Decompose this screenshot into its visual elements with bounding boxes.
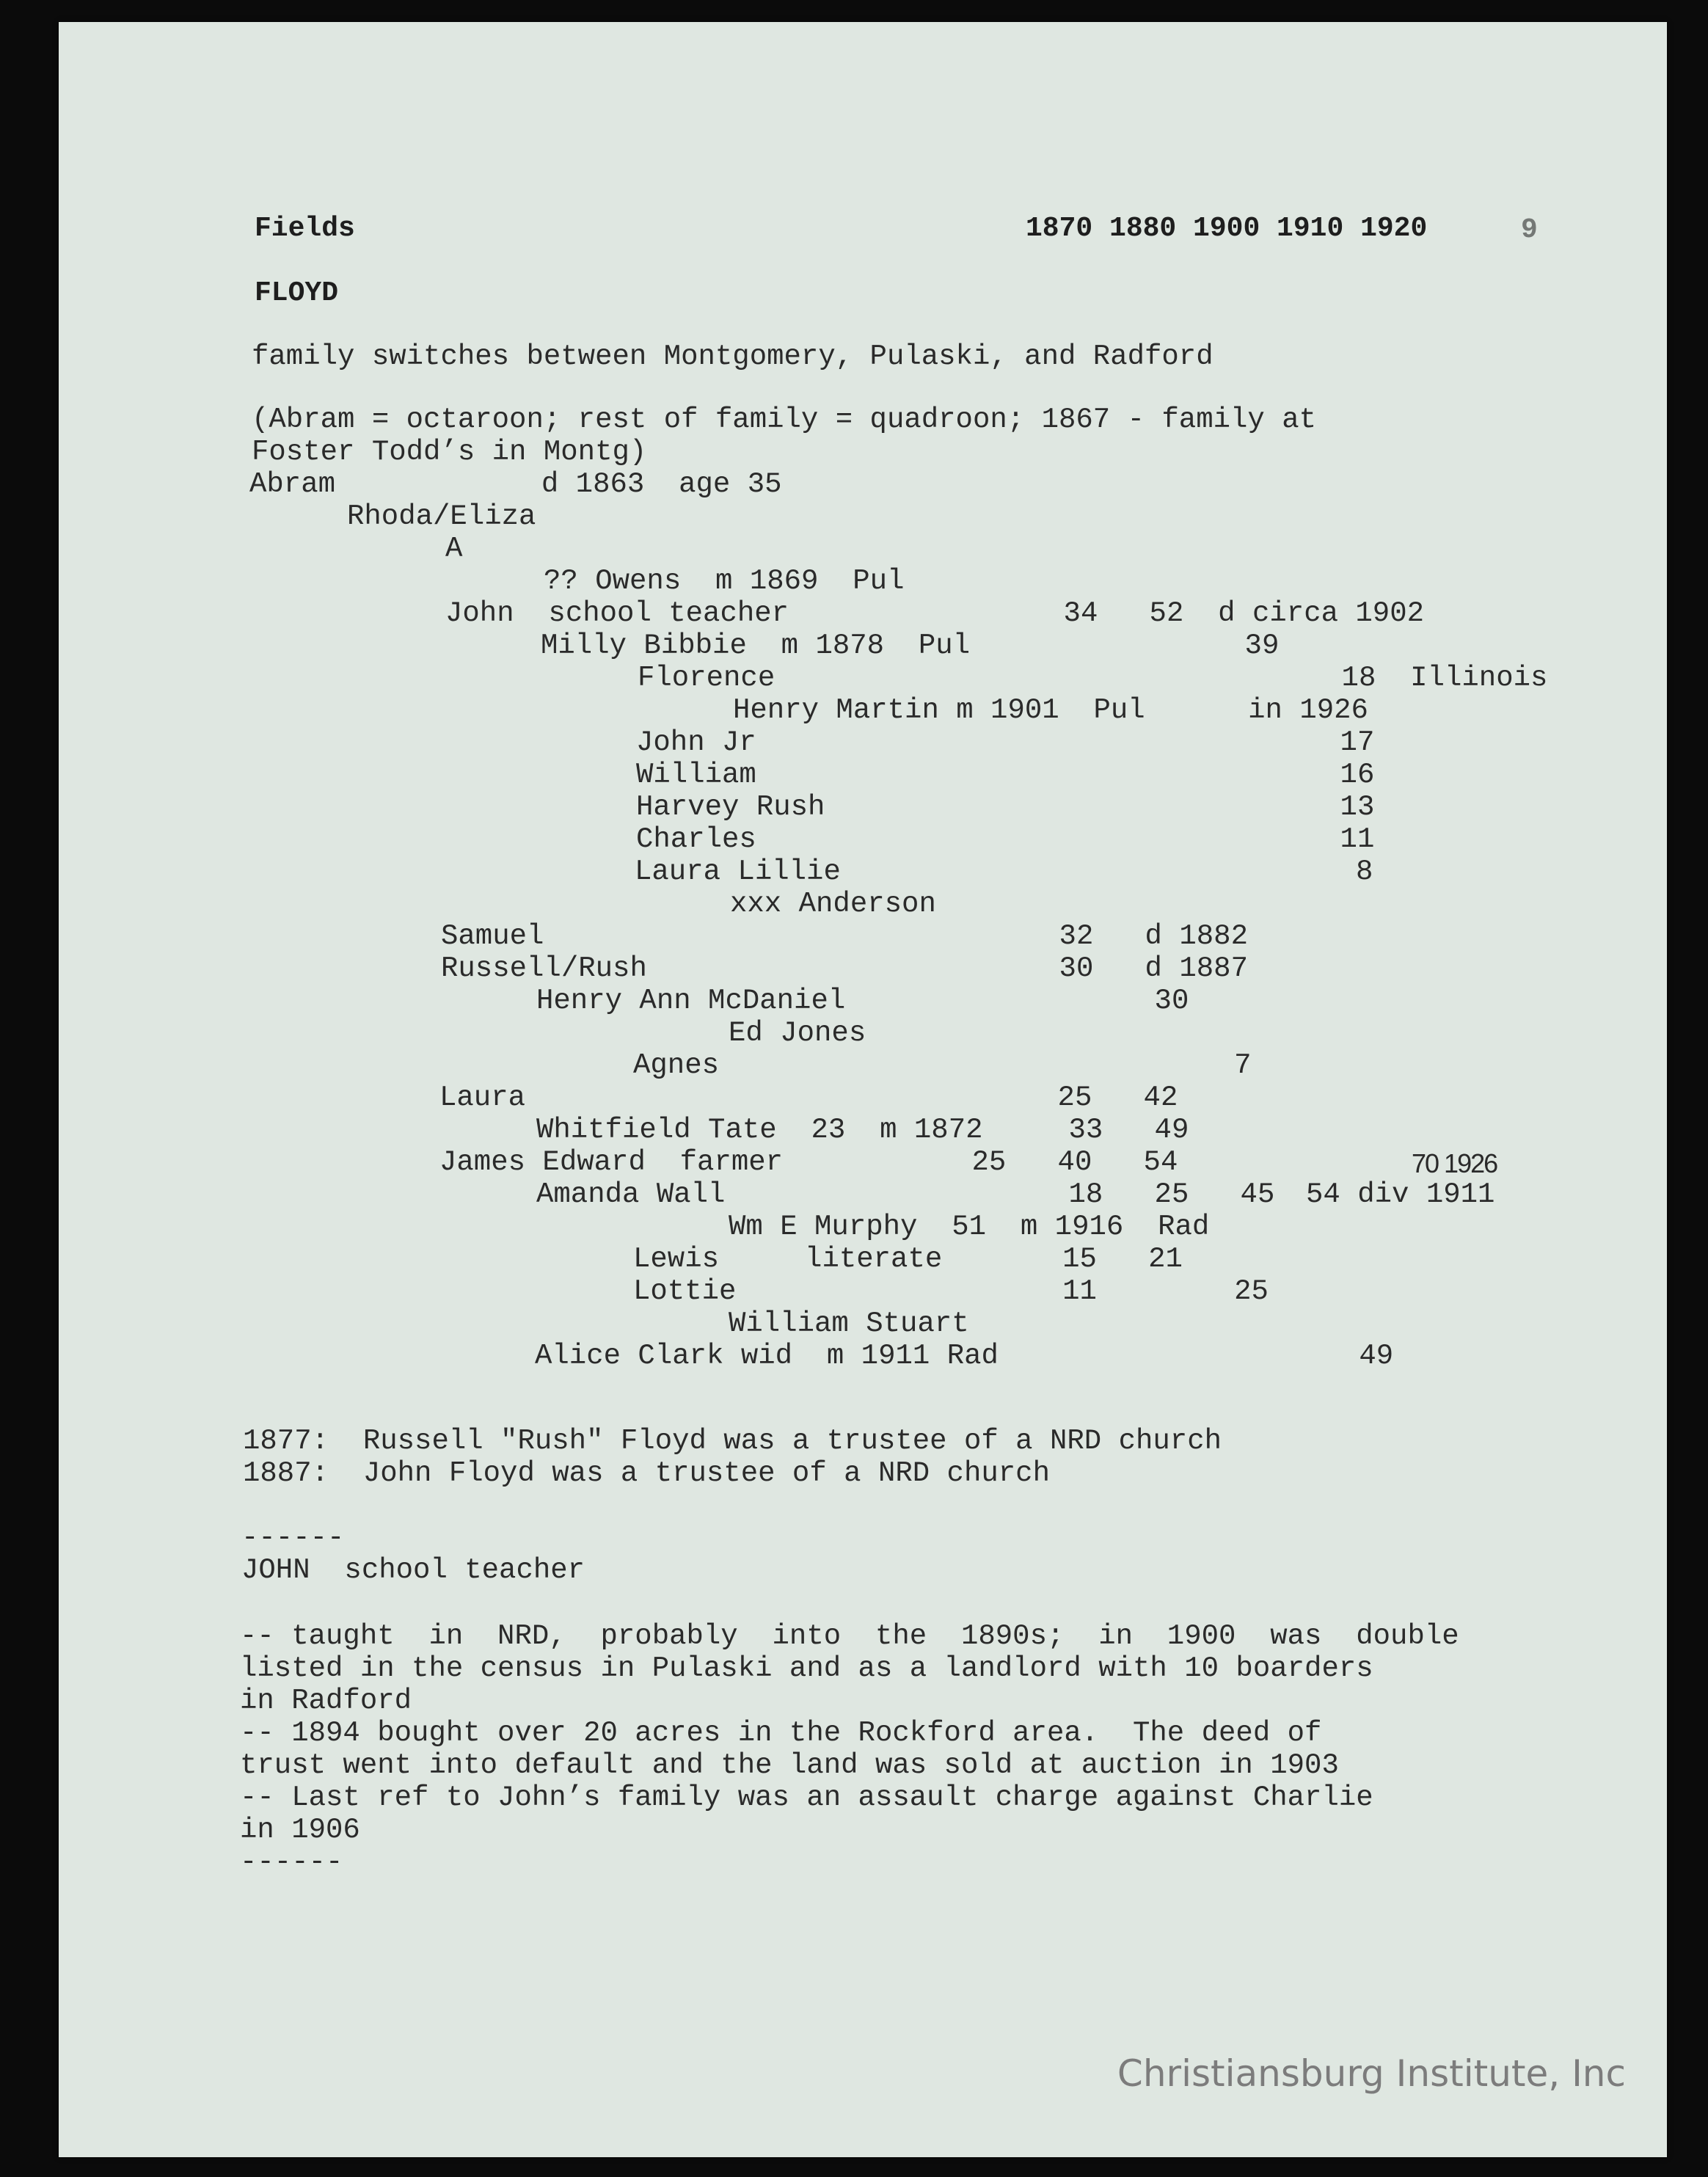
tree-line: James Edward farmer 25 40 54 bbox=[439, 1146, 1178, 1178]
john-note-line: in Radford bbox=[240, 1685, 412, 1717]
tree-line-annotation: 70 1926 bbox=[1412, 1148, 1497, 1178]
event-line: 1887: John Floyd was a trustee of a NRD church bbox=[243, 1457, 1050, 1489]
tree-line: Russell/Rush 30 d 1887 bbox=[441, 952, 1248, 985]
tree-line: Charles 11 bbox=[636, 823, 1375, 856]
section-separator: ------ bbox=[241, 1522, 345, 1554]
tree-line: A bbox=[445, 533, 463, 565]
john-note-line: listed in the census in Pulaski and as a landlord with 10 boarders bbox=[240, 1652, 1373, 1685]
john-note-line: in 1906 bbox=[240, 1814, 360, 1846]
note-line-1: (Abram = octaroon; rest of family = quadroon; 1867 - family at bbox=[252, 404, 1317, 436]
header-title: Fields bbox=[255, 213, 355, 244]
tree-line: xxx Anderson bbox=[730, 888, 936, 920]
tree-line: ?? Owens m 1869 Pul bbox=[544, 565, 905, 597]
tree-line: Henry Ann McDaniel 30 bbox=[536, 985, 1189, 1017]
tree-line: William 16 bbox=[636, 759, 1375, 791]
tree-line: Alice Clark wid m 1911 Rad 49 bbox=[535, 1340, 1394, 1372]
tree-line-annotation: 54 div 1911 bbox=[1306, 1178, 1495, 1211]
tree-line: Samuel 32 d 1882 bbox=[441, 920, 1248, 952]
tree-line: John school teacher 34 52 d circa 1902 bbox=[445, 597, 1425, 630]
tree-line: Florence 18 Illinois bbox=[638, 662, 1548, 694]
tree-line: William Stuart bbox=[729, 1308, 969, 1340]
john-heading: JOHN school teacher bbox=[241, 1554, 585, 1586]
tree-line: Lottie 11 25 bbox=[633, 1275, 1269, 1308]
overstrike-digit: 9 bbox=[1521, 214, 1538, 246]
tree-line: John Jr 17 bbox=[636, 726, 1375, 759]
john-note-line: -- Last ref to John’s family was an assault charge against Charlie bbox=[240, 1782, 1373, 1814]
surname-heading: FLOYD bbox=[255, 277, 339, 309]
john-note-line: trust went into default and the land was sold at auction in 1903 bbox=[240, 1749, 1339, 1782]
tree-line: Henry Martin m 1901 Pul in 1926 bbox=[733, 694, 1368, 726]
header-census-years: 1870 1880 1900 1910 1920 bbox=[1026, 213, 1428, 244]
tree-line: Laura 25 42 bbox=[439, 1082, 1178, 1114]
tree-line: Lewis literate 15 21 bbox=[633, 1243, 1183, 1275]
john-note-line: -- taught in NRD, probably into the 1890s; in 1900 was double bbox=[240, 1620, 1459, 1652]
section-separator: ------ bbox=[240, 1846, 343, 1878]
intro-line: family switches between Montgomery, Pulaski, and Radford bbox=[252, 340, 1214, 373]
tree-line: Rhoda/Eliza bbox=[347, 500, 536, 533]
event-line: 1877: Russell "Rush" Floyd was a trustee of a NRD church bbox=[243, 1425, 1222, 1457]
tree-line: Amanda Wall 18 25 45 bbox=[536, 1178, 1275, 1211]
tree-line: Harvey Rush 13 bbox=[636, 791, 1375, 823]
note-line-2: Foster Todd’s in Montg) bbox=[252, 436, 647, 468]
tree-line: Agnes 7 bbox=[633, 1049, 1252, 1082]
tree-line: Abram d 1863 age 35 bbox=[249, 468, 782, 500]
document-page bbox=[59, 22, 1667, 2157]
tree-line: Ed Jones bbox=[729, 1017, 866, 1049]
tree-line: Laura Lillie 8 bbox=[635, 856, 1373, 888]
john-note-line: -- 1894 bought over 20 acres in the Rockford area. The deed of bbox=[240, 1717, 1322, 1749]
tree-line: Milly Bibbie m 1878 Pul 39 bbox=[541, 630, 1280, 662]
tree-line: Wm E Murphy 51 m 1916 Rad bbox=[729, 1211, 1210, 1243]
tree-line: Whitfield Tate 23 m 1872 33 49 bbox=[536, 1114, 1189, 1146]
watermark: Christiansburg Institute, Inc bbox=[1117, 2052, 1626, 2095]
